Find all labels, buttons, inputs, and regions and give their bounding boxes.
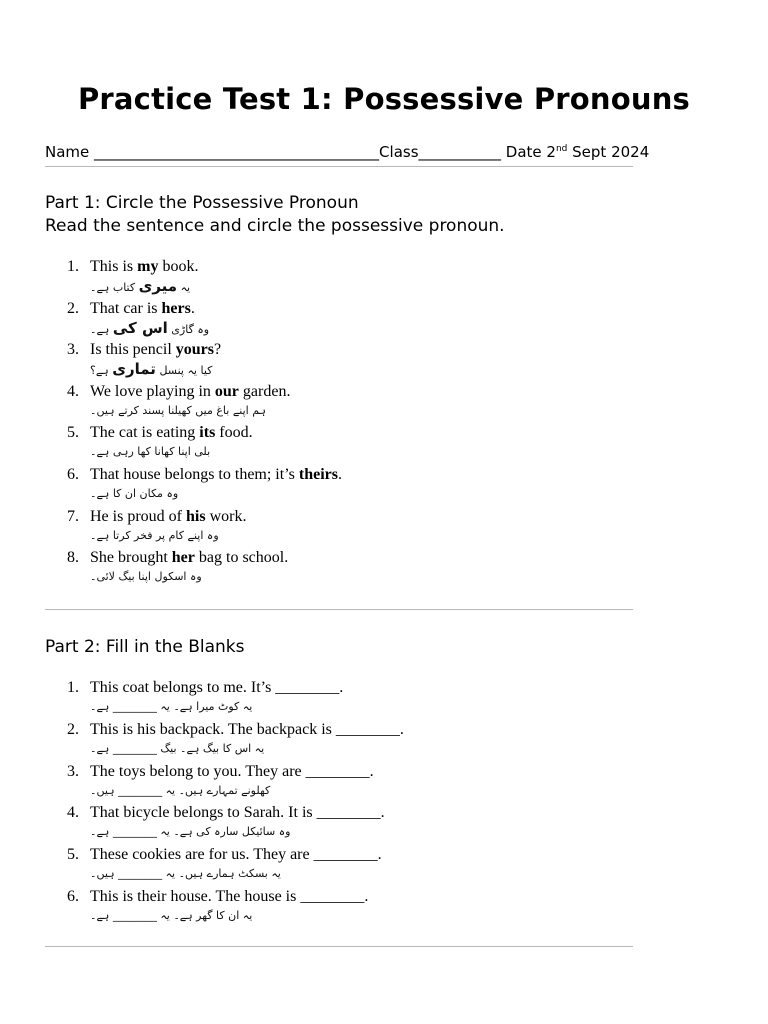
urdu-text: کیا یہ پنسل (155, 364, 213, 378)
name-blank: ______________________________________ (94, 143, 380, 161)
urdu-pronoun: میری (138, 277, 178, 295)
part2-heading: Part 2: Fill in the Blanks (45, 637, 245, 657)
name-label: Name (45, 143, 90, 161)
date-label: Date 2 (505, 143, 556, 161)
possessive-pronoun: my (137, 258, 159, 275)
sentence-text: garden. (238, 382, 291, 400)
urdu-translation: وہ سائیکل سارہ کی ہے۔ یہ ________ ہے۔ (90, 825, 291, 839)
possessive-pronoun: yours (175, 341, 214, 359)
english-sentence (90, 382, 290, 402)
urdu-translation (90, 360, 212, 380)
sentence-text: Is this pencil (90, 341, 176, 359)
list-item (45, 423, 645, 465)
item-number: 8. (67, 549, 79, 567)
item-number: 1. (67, 258, 79, 275)
possessive-pronoun: theirs (298, 465, 338, 483)
part1-instruction: Read the sentence and circle the possessive pronoun. (45, 216, 505, 236)
sentence-text: She brought (90, 549, 172, 567)
english-sentence: This is their house. The house is ________. (90, 887, 369, 905)
class-label: Class (379, 143, 419, 161)
sentence-text: That house belongs to them; it’s (90, 465, 299, 483)
item-number: 2. (67, 720, 79, 738)
item-number: 7. (67, 507, 79, 525)
urdu-translation (90, 568, 202, 586)
sentence-text: We love playing in (90, 382, 215, 400)
urdu-translation: یہ ان کا گھر ہے۔ یہ ________ ہے۔ (90, 908, 253, 922)
list-item (45, 299, 645, 341)
list-item (45, 507, 645, 549)
english-sentence: That bicycle belongs to Sarah. It is ________. (90, 804, 385, 822)
urdu-text: وہ مکان ان کا ہے۔ (90, 486, 179, 500)
part1-divider (45, 609, 633, 610)
english-sentence (90, 257, 198, 277)
part1-heading: Part 1: Circle the Possessive Pronoun (45, 193, 359, 213)
list-item (45, 548, 645, 590)
urdu-translation (90, 443, 210, 461)
urdu-text: وہ اپنے کام پر فخر کرتا ہے۔ (90, 528, 219, 542)
urdu-text: ہے؟ (90, 364, 113, 378)
date-value: Sept 2024 (567, 143, 650, 161)
item-number: 3. (67, 762, 79, 780)
list-item (45, 340, 645, 382)
item-number: 5. (67, 846, 79, 864)
sentence-text: This is (90, 258, 138, 275)
student-info-line (45, 143, 705, 161)
english-sentence (90, 548, 288, 568)
item-number: 2. (67, 299, 79, 317)
english-sentence (90, 340, 221, 360)
urdu-text: ہم اپنے باغ میں کھیلنا پسند کرتے ہیں۔ (90, 403, 266, 417)
urdu-text: وہ اسکول اپنا بیگ لائی۔ (90, 570, 202, 584)
item-number: 6. (67, 465, 79, 483)
sentence-text: book. (158, 258, 199, 275)
urdu-text: کتاب ہے۔ (90, 281, 139, 294)
header-divider (45, 166, 633, 167)
possessive-pronoun: our (214, 382, 239, 400)
page-title: Practice Test 1: Possessive Pronouns (77, 82, 691, 116)
item-number: 3. (67, 341, 79, 359)
possessive-pronoun: its (199, 424, 216, 442)
part2-question-list (45, 678, 645, 929)
list-item (45, 257, 645, 299)
list-item (45, 845, 645, 887)
english-sentence (90, 507, 246, 527)
sentence-text: food. (215, 424, 253, 442)
english-sentence: This coat belongs to me. It’s ________. (90, 679, 344, 696)
class-blank: ___________ (418, 143, 502, 161)
sentence-text: The cat is eating (90, 424, 200, 442)
list-item (45, 465, 645, 507)
english-sentence (90, 423, 253, 443)
part1-question-list (45, 257, 645, 590)
urdu-translation: یہ کوٹ میرا ہے۔ یہ ________ ہے۔ (90, 700, 253, 713)
item-number: 4. (67, 804, 79, 822)
list-item (45, 382, 645, 424)
item-number: 5. (67, 424, 79, 442)
list-item (45, 803, 645, 845)
english-sentence: These cookies are for us. They are ________. (90, 846, 382, 864)
urdu-translation (90, 402, 266, 420)
english-sentence (90, 299, 195, 319)
sentence-text: work. (205, 507, 247, 525)
item-number: 4. (67, 382, 79, 400)
urdu-translation (90, 319, 209, 339)
sentence-text: ? (214, 341, 222, 359)
list-item (45, 762, 645, 804)
urdu-translation (90, 527, 219, 545)
urdu-translation: یہ اس کا بیگ ہے۔ بیگ ________ ہے۔ (90, 741, 265, 755)
item-number: 6. (67, 887, 79, 905)
date-suffix: nd (555, 144, 568, 154)
urdu-translation (90, 277, 190, 297)
list-item (45, 887, 645, 929)
sentence-text: bag to school. (194, 549, 289, 567)
part2-divider (45, 946, 633, 947)
list-item (45, 720, 645, 762)
urdu-text: ہے۔ (90, 322, 113, 336)
english-sentence: The toys belong to you. They are ________. (90, 762, 374, 780)
item-number: 1. (67, 679, 79, 696)
sentence-text: . (337, 465, 342, 483)
urdu-pronoun: تماری (112, 360, 156, 379)
list-item (45, 678, 645, 720)
urdu-text: بلی اپنا کھانا کھا رہی ہے۔ (90, 445, 211, 459)
urdu-text: وہ گاڑی (167, 322, 210, 336)
urdu-translation (90, 485, 178, 503)
possessive-pronoun: her (171, 549, 195, 567)
sentence-text: That car is (90, 299, 162, 317)
english-sentence: This is his backpack. The backpack is ________. (90, 720, 404, 738)
urdu-pronoun: اس کی (112, 318, 168, 337)
urdu-translation: کھلونے تمہارے ہیں۔ یہ ________ ہیں۔ (90, 783, 271, 797)
english-sentence (90, 465, 342, 485)
sentence-text: He is proud of (90, 507, 186, 525)
sentence-text: . (190, 299, 195, 317)
possessive-pronoun: his (185, 507, 206, 525)
urdu-translation: یہ بسکٹ ہمارے ہیں۔ یہ ________ ہیں۔ (90, 867, 281, 881)
urdu-text: یہ (177, 281, 191, 294)
possessive-pronoun: hers (161, 299, 191, 317)
